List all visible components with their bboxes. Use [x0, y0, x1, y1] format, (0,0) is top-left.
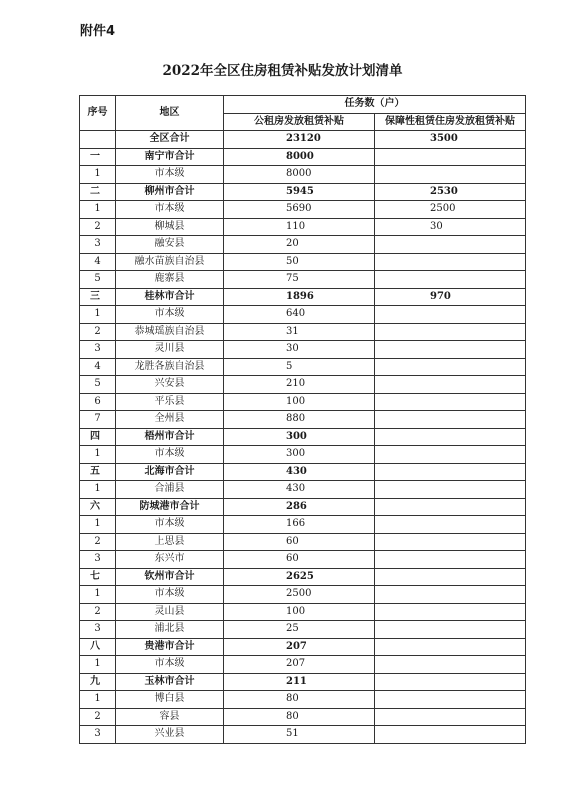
row-number: 3 [80, 726, 116, 744]
header-public-rental: 公租房发放租赁补贴 [224, 113, 375, 131]
row-number: 八 [80, 638, 116, 656]
row-public-rental-value: 210 [224, 376, 375, 394]
table-row [80, 166, 526, 184]
table-row [80, 288, 526, 306]
row-region: 鹿寨县 [116, 271, 224, 289]
table-row [80, 358, 526, 376]
row-affordable-rental-value [375, 638, 526, 656]
row-affordable-rental-value [375, 516, 526, 534]
table-row [80, 341, 526, 359]
row-affordable-rental-value [375, 411, 526, 429]
row-region: 全区合计 [116, 131, 224, 149]
row-affordable-rental-value [375, 376, 526, 394]
row-public-rental-value: 30 [224, 341, 375, 359]
table-row [80, 603, 526, 621]
row-number: 2 [80, 708, 116, 726]
row-region: 市本级 [116, 446, 224, 464]
row-affordable-rental-value [375, 656, 526, 674]
row-public-rental-value: 207 [224, 656, 375, 674]
row-region: 全州县 [116, 411, 224, 429]
row-number: 2 [80, 323, 116, 341]
row-affordable-rental-value [375, 148, 526, 166]
row-public-rental-value: 110 [224, 218, 375, 236]
row-region: 市本级 [116, 586, 224, 604]
row-affordable-rental-value [375, 673, 526, 691]
row-public-rental-value: 75 [224, 271, 375, 289]
row-public-rental-value: 430 [224, 481, 375, 499]
table-row [80, 393, 526, 411]
table-row [80, 323, 526, 341]
row-number: 1 [80, 481, 116, 499]
row-region: 市本级 [116, 306, 224, 324]
row-public-rental-value: 300 [224, 428, 375, 446]
row-region: 南宁市合计 [116, 148, 224, 166]
table-row [80, 638, 526, 656]
row-number: 7 [80, 411, 116, 429]
row-number: 四 [80, 428, 116, 446]
row-number: 三 [80, 288, 116, 306]
header-task-group: 任务数（户） [224, 96, 526, 114]
row-affordable-rental-value [375, 323, 526, 341]
table-row [80, 218, 526, 236]
row-public-rental-value: 211 [224, 673, 375, 691]
row-number: 1 [80, 201, 116, 219]
row-region: 恭城瑶族自治县 [116, 323, 224, 341]
row-public-rental-value: 50 [224, 253, 375, 271]
header-region: 地区 [116, 96, 224, 131]
row-public-rental-value: 60 [224, 533, 375, 551]
row-affordable-rental-value [375, 393, 526, 411]
row-region: 上思县 [116, 533, 224, 551]
row-number: 1 [80, 446, 116, 464]
row-public-rental-value: 286 [224, 498, 375, 516]
row-region: 灵川县 [116, 341, 224, 359]
row-public-rental-value: 51 [224, 726, 375, 744]
row-region: 贵港市合计 [116, 638, 224, 656]
row-public-rental-value: 166 [224, 516, 375, 534]
table-row [80, 533, 526, 551]
row-affordable-rental-value [375, 253, 526, 271]
row-number: 二 [80, 183, 116, 201]
row-region: 浦北县 [116, 621, 224, 639]
row-number: 1 [80, 691, 116, 709]
row-affordable-rental-value [375, 446, 526, 464]
table-row [80, 463, 526, 481]
row-affordable-rental-value: 3500 [375, 131, 526, 149]
row-affordable-rental-value: 2530 [375, 183, 526, 201]
row-region: 市本级 [116, 201, 224, 219]
row-public-rental-value: 2500 [224, 586, 375, 604]
row-public-rental-value: 100 [224, 603, 375, 621]
row-affordable-rental-value [375, 358, 526, 376]
row-number: 1 [80, 166, 116, 184]
row-public-rental-value: 300 [224, 446, 375, 464]
row-region: 灵山县 [116, 603, 224, 621]
row-region: 融安县 [116, 236, 224, 254]
row-number: 6 [80, 393, 116, 411]
table-row [80, 428, 526, 446]
table-row [80, 131, 526, 149]
table-row [80, 253, 526, 271]
row-number: 1 [80, 516, 116, 534]
row-region: 市本级 [116, 516, 224, 534]
table-row [80, 411, 526, 429]
row-region: 兴安县 [116, 376, 224, 394]
row-public-rental-value: 880 [224, 411, 375, 429]
table-row [80, 446, 526, 464]
row-affordable-rental-value [375, 586, 526, 604]
row-public-rental-value: 430 [224, 463, 375, 481]
row-region: 合浦县 [116, 481, 224, 499]
header-affordable-rental: 保障性租赁住房发放租赁补贴 [375, 113, 526, 131]
row-affordable-rental-value [375, 498, 526, 516]
row-region: 龙胜各族自治县 [116, 358, 224, 376]
row-number: 1 [80, 656, 116, 674]
row-public-rental-value: 20 [224, 236, 375, 254]
row-region: 防城港市合计 [116, 498, 224, 516]
row-public-rental-value: 2625 [224, 568, 375, 586]
row-number: 1 [80, 306, 116, 324]
row-public-rental-value: 23120 [224, 131, 375, 149]
row-number: 九 [80, 673, 116, 691]
row-public-rental-value: 60 [224, 551, 375, 569]
table-row [80, 306, 526, 324]
row-number: 七 [80, 568, 116, 586]
row-region: 兴业县 [116, 726, 224, 744]
row-region: 东兴市 [116, 551, 224, 569]
row-number: 3 [80, 236, 116, 254]
row-affordable-rental-value [375, 726, 526, 744]
row-number: 2 [80, 533, 116, 551]
row-region: 市本级 [116, 166, 224, 184]
row-region: 柳州市合计 [116, 183, 224, 201]
table-row [80, 726, 526, 744]
row-region: 北海市合计 [116, 463, 224, 481]
row-region: 桂林市合计 [116, 288, 224, 306]
table-row [80, 568, 526, 586]
row-number: 3 [80, 551, 116, 569]
row-affordable-rental-value [375, 481, 526, 499]
table-row [80, 376, 526, 394]
table-row [80, 148, 526, 166]
table-row [80, 656, 526, 674]
table-row [80, 271, 526, 289]
row-affordable-rental-value [375, 463, 526, 481]
row-region: 融水苗族自治县 [116, 253, 224, 271]
table-row [80, 708, 526, 726]
row-public-rental-value: 8000 [224, 148, 375, 166]
table-row [80, 183, 526, 201]
subsidy-plan-table [79, 95, 526, 744]
row-affordable-rental-value [375, 691, 526, 709]
row-number: 4 [80, 253, 116, 271]
row-number: 1 [80, 586, 116, 604]
row-affordable-rental-value [375, 533, 526, 551]
row-number: 2 [80, 218, 116, 236]
header-no: 序号 [80, 96, 116, 131]
row-affordable-rental-value [375, 166, 526, 184]
row-public-rental-value: 640 [224, 306, 375, 324]
row-affordable-rental-value: 2500 [375, 201, 526, 219]
row-region: 柳城县 [116, 218, 224, 236]
row-public-rental-value: 5945 [224, 183, 375, 201]
row-public-rental-value: 25 [224, 621, 375, 639]
row-region: 容县 [116, 708, 224, 726]
row-public-rental-value: 100 [224, 393, 375, 411]
row-number [80, 131, 116, 149]
row-public-rental-value: 80 [224, 691, 375, 709]
row-affordable-rental-value [375, 551, 526, 569]
row-affordable-rental-value: 970 [375, 288, 526, 306]
row-region: 玉林市合计 [116, 673, 224, 691]
table-row [80, 236, 526, 254]
row-number: 2 [80, 603, 116, 621]
row-number: 五 [80, 463, 116, 481]
table-row [80, 498, 526, 516]
row-affordable-rental-value [375, 621, 526, 639]
row-affordable-rental-value [375, 341, 526, 359]
row-public-rental-value: 1896 [224, 288, 375, 306]
table-row [80, 551, 526, 569]
row-affordable-rental-value [375, 271, 526, 289]
row-region: 平乐县 [116, 393, 224, 411]
header-row-1 [80, 96, 526, 114]
row-affordable-rental-value [375, 603, 526, 621]
row-number: 一 [80, 148, 116, 166]
row-public-rental-value: 80 [224, 708, 375, 726]
row-number: 4 [80, 358, 116, 376]
table-row [80, 481, 526, 499]
row-number: 5 [80, 271, 116, 289]
row-region: 钦州市合计 [116, 568, 224, 586]
table-body [80, 131, 526, 744]
row-number: 六 [80, 498, 116, 516]
row-affordable-rental-value: 30 [375, 218, 526, 236]
row-affordable-rental-value [375, 236, 526, 254]
row-region: 梧州市合计 [116, 428, 224, 446]
table-row [80, 201, 526, 219]
row-affordable-rental-value [375, 708, 526, 726]
row-affordable-rental-value [375, 428, 526, 446]
row-affordable-rental-value [375, 306, 526, 324]
table-row [80, 621, 526, 639]
attachment-label: 附件4 [80, 24, 116, 39]
document-title: 2022年全区住房租赁补贴发放计划清单 [162, 63, 403, 79]
row-public-rental-value: 5690 [224, 201, 375, 219]
row-public-rental-value: 31 [224, 323, 375, 341]
table-row [80, 516, 526, 534]
table-row [80, 691, 526, 709]
row-public-rental-value: 8000 [224, 166, 375, 184]
row-region: 市本级 [116, 656, 224, 674]
table-row [80, 586, 526, 604]
row-affordable-rental-value [375, 568, 526, 586]
row-number: 3 [80, 341, 116, 359]
row-public-rental-value: 207 [224, 638, 375, 656]
row-number: 3 [80, 621, 116, 639]
row-public-rental-value: 5 [224, 358, 375, 376]
row-number: 5 [80, 376, 116, 394]
table-row [80, 673, 526, 691]
row-region: 博白县 [116, 691, 224, 709]
